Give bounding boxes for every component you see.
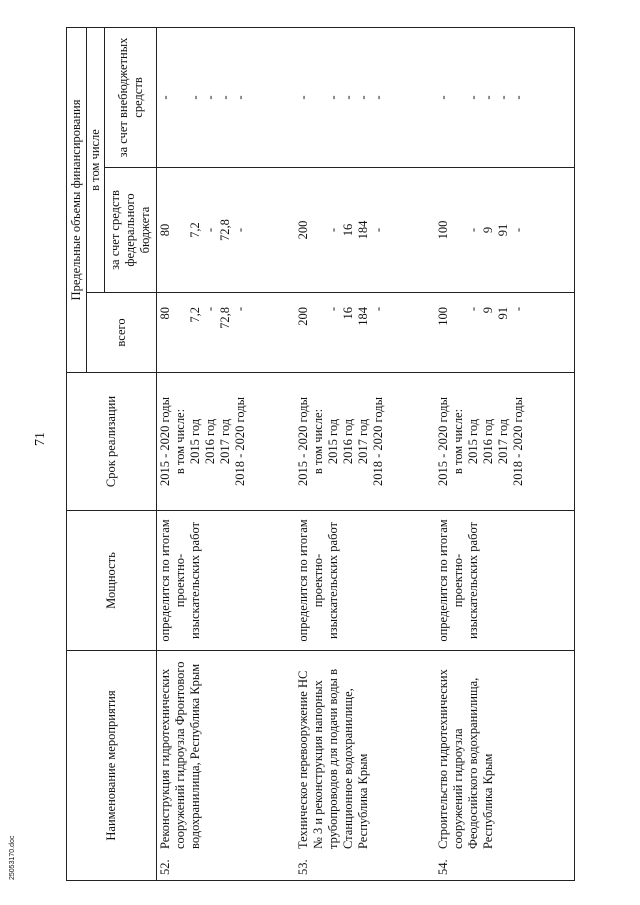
row-extra — [435, 27, 575, 167]
total-value: - — [233, 307, 247, 312]
total-value: 16 — [340, 307, 355, 320]
federal-value: 9 — [480, 226, 495, 234]
footer-filename: 25053170.doc — [9, 835, 16, 880]
federal-value: - — [465, 227, 480, 233]
federal-value: 80 — [158, 223, 172, 237]
federal-value: 16 — [340, 223, 355, 237]
total-value: 184 — [355, 307, 370, 326]
federal-value: 7,2 — [188, 222, 202, 238]
header-extrabudget: за счет внебюджетных средств — [105, 27, 157, 167]
total-value: - — [465, 307, 480, 312]
federal-value: - — [233, 227, 247, 233]
period-line: 2018 - 2020 годы — [510, 397, 525, 487]
federal-value: 72,8 — [218, 219, 232, 241]
period-line: 2018 - 2020 годы — [370, 397, 385, 487]
period-line: 2015 год — [325, 418, 340, 465]
total-value: 9 — [480, 307, 495, 314]
federal-value: - — [325, 227, 340, 233]
federal-value: 91 — [495, 223, 510, 237]
period-line: 2015 год — [188, 418, 202, 465]
federal-value: - — [203, 227, 217, 233]
period-line: в том числе: — [450, 408, 465, 475]
header-name: Наименование мероприятия — [67, 651, 157, 881]
total-value: - — [203, 307, 217, 312]
table-row — [435, 27, 575, 880]
extra-value: - — [495, 95, 510, 100]
header-period: Срок реализации — [67, 373, 157, 511]
row-periods — [157, 373, 295, 511]
extra-value — [451, 33, 466, 162]
federal-value: 184 — [355, 220, 370, 240]
federal-value: - — [370, 227, 385, 233]
total-value: 100 — [435, 307, 450, 326]
header-federal: за счет средств федерального бюджета — [105, 168, 157, 293]
period-line: 2016 год — [340, 418, 355, 465]
period-line: 2017 год — [218, 418, 232, 465]
period-line: 2016 год — [203, 418, 217, 465]
row-federal — [435, 168, 575, 293]
total-value: - — [370, 307, 385, 312]
federal-value — [311, 173, 326, 287]
federal-value — [173, 173, 188, 287]
header-total: всего — [87, 293, 157, 373]
header-including: в том числе — [87, 27, 105, 292]
row-total — [157, 293, 295, 373]
row-name-cell — [295, 651, 435, 881]
federal-value: - — [510, 227, 525, 233]
period-line: в том числе: — [173, 408, 187, 475]
row-capacity: определится по итогам проектно-изыскательских работ — [157, 511, 295, 651]
extra-value — [311, 33, 326, 162]
extra-value: - — [158, 95, 172, 100]
table-row — [157, 27, 295, 880]
period-line: 2015 год — [465, 418, 480, 465]
extra-value: - — [188, 95, 202, 100]
row-number: 53. — [295, 859, 310, 875]
row-name: Техническое перевооружение НС № 3 и реконструкция напорных трубопроводов для подачи воды в Станционное водохранилище, Республика Крым — [295, 669, 370, 849]
row-periods — [435, 373, 575, 511]
period-line: 2017 год — [355, 418, 370, 465]
row-name-cell — [157, 651, 295, 881]
extra-value: - — [340, 95, 355, 100]
row-number: 54. — [435, 859, 450, 875]
total-value — [311, 307, 326, 367]
row-periods — [295, 373, 435, 511]
extra-value: - — [233, 95, 247, 100]
total-value: - — [510, 307, 525, 312]
table-row — [295, 27, 435, 880]
total-value: 7,2 — [188, 307, 202, 323]
total-value: 200 — [295, 307, 310, 326]
extra-value: - — [355, 95, 370, 100]
total-value: 72,8 — [218, 307, 232, 329]
row-name: Реконструкция гидротехнических сооружений гидроузла Фронтового водохранилища, Республика Крым — [158, 661, 202, 849]
row-total — [435, 293, 575, 373]
row-name-cell — [435, 651, 575, 881]
extra-value: - — [480, 95, 495, 100]
row-capacity: определится по итогам проектно-изыскательских работ — [295, 511, 435, 651]
header-funding: Предельные объемы финансирования — [67, 27, 87, 372]
extra-value — [173, 33, 188, 162]
extra-value: - — [218, 95, 232, 100]
period-line: в том числе: — [310, 408, 325, 475]
period-line: 2015 - 2020 годы — [435, 397, 450, 487]
extra-value: - — [203, 95, 217, 100]
extra-value: - — [325, 95, 340, 100]
total-value: 91 — [495, 307, 510, 320]
extra-value: - — [435, 95, 450, 100]
federal-value: 100 — [435, 220, 450, 240]
period-line: 2017 год — [495, 418, 510, 465]
period-line: 2015 - 2020 годы — [158, 397, 172, 487]
extra-value: - — [370, 95, 385, 100]
header-capacity: Мощность — [67, 511, 157, 651]
federal-value: 200 — [295, 220, 310, 240]
table-body — [157, 27, 575, 880]
row-federal — [157, 168, 295, 293]
total-value: - — [325, 307, 340, 312]
period-line: 2016 год — [480, 418, 495, 465]
extra-value: - — [465, 95, 480, 100]
row-name: Строительство гидротехнических сооружений гидроузла Феодосийского водохранилища, Республика Крым — [435, 669, 495, 849]
total-value — [451, 307, 466, 367]
page-number: 71 — [33, 432, 48, 446]
funding-table — [66, 27, 575, 881]
row-capacity: определится по итогам проектно-изыскательских работ — [435, 511, 575, 651]
row-extra — [295, 27, 435, 167]
period-line: 2015 - 2020 годы — [295, 397, 310, 487]
extra-value: - — [510, 95, 525, 100]
row-total — [295, 293, 435, 373]
extra-value: - — [295, 95, 310, 100]
total-value: 80 — [158, 307, 172, 320]
federal-value — [451, 173, 466, 287]
row-federal — [295, 168, 435, 293]
row-extra — [157, 27, 295, 167]
total-value — [173, 307, 188, 367]
row-number: 52. — [158, 859, 172, 875]
rotated-table-container — [66, 28, 574, 881]
period-line: 2018 - 2020 годы — [233, 397, 247, 487]
